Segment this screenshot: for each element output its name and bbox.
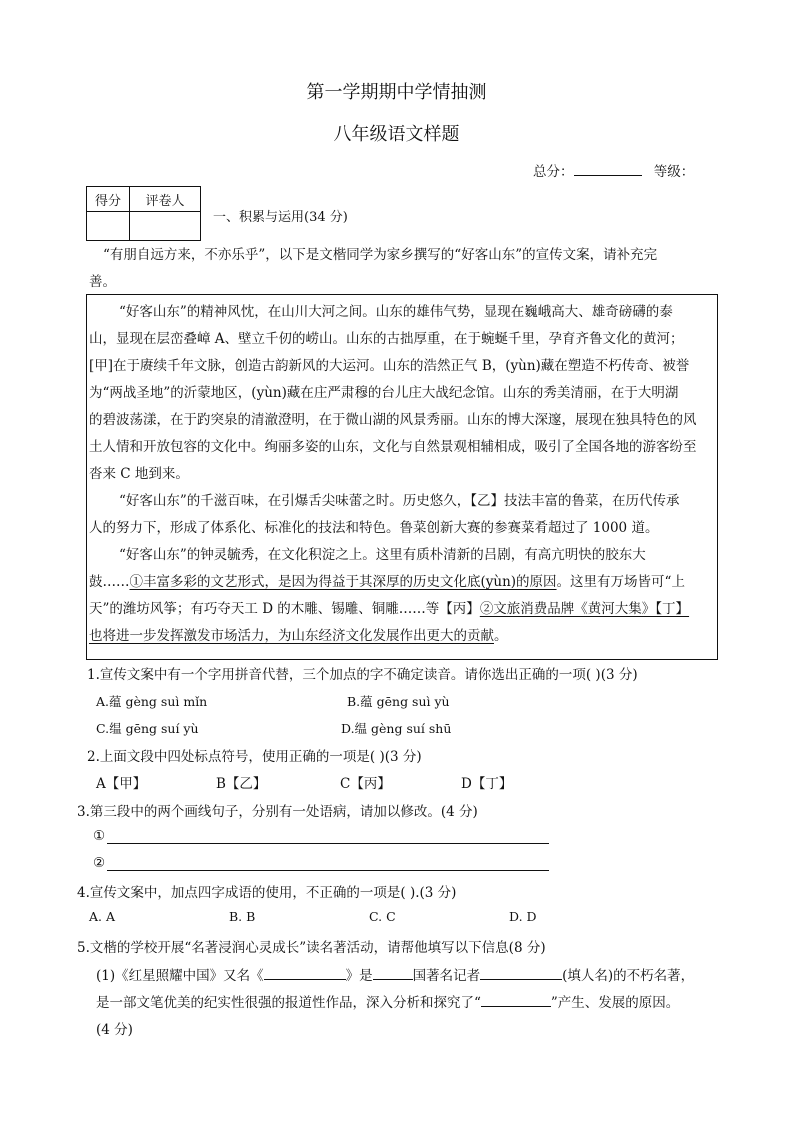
exam-title: 第一学期期中学情抽测 [306,82,487,103]
q1-option-d[interactable]: D.缊 gèng suí shū [341,721,452,736]
total-score-field [533,160,694,180]
question-4: 4.宣传文案中，加点四字成语的使用，不正确的一项是( ).(3 分) [77,885,457,901]
q2-option-a[interactable]: A【甲】 [96,776,147,792]
exam-subtitle: 八年级语文样题 [333,124,460,145]
q2-option-b[interactable]: B【乙】 [216,776,267,792]
passage-box [86,294,718,660]
q5-text: 是一部文笔优美的纪实性很强的报道性作品，深入分析和探究了“ [96,995,481,1011]
passage-line: 为“两战圣地”的沂蒙地区，(yùn)藏在庄严肃穆的台儿庄大战纪念馆。山东的秀美清丽，在于大明湖 [89,385,679,401]
passage-line [89,624,508,644]
q1-option-c[interactable]: C.缊 gēng suí yù [96,721,199,736]
q5-text: (1)《红星照耀中国》又名《 [96,968,264,984]
q5-topic-blank[interactable] [481,992,551,1007]
underlined-sentence-1: ①丰富多彩的文艺形式，是因为得益于其深厚的历史文化底(yùn)的原因 [129,574,557,590]
passage-text: 。 [494,628,508,644]
passage-line: [甲]在于赓续千年文脉，创造古韵新风的大运河。山东的浩然正气 B，(yùn)藏在塑造不朽传奇、被誉 [89,358,690,374]
passage-line [89,597,689,617]
passage-text: 。这里有万场皆可“上 [556,574,685,590]
passage-line: “好客山东”的千滋百味，在引爆舌尖味蕾之时。历史悠久，【乙】技法丰富的鲁菜，在历代传承 [119,493,680,509]
q1-option-b[interactable]: B.蕴 gēng suì yù [347,694,450,709]
intro-line-2: 善。 [89,274,116,290]
q4-option-a[interactable]: A. A [89,909,116,924]
total-score-label: 总分： [533,164,574,180]
q3-answer-line-1[interactable] [107,842,549,844]
q5-1-line-1 [96,964,694,984]
q5-1-points: (4 分) [96,1022,133,1038]
passage-line: 人的努力下，形成了体系化、标准化的技法和特色。鲁菜创新大赛的参赛菜肴超过了 1000 道。 [89,520,659,536]
grade-label: 等级： [653,164,695,180]
q5-author-blank[interactable] [480,965,562,980]
total-score-blank[interactable] [574,161,642,176]
q5-text: 国著名记者 [412,968,481,984]
q5-country-blank[interactable] [373,965,413,980]
q5-text: (填人名)的不朽名著， [562,968,695,984]
underlined-sentence-2-cont: 也将进一步发挥激发市场活力，为山东经济文化发展作出更大的贡献 [89,628,494,644]
grader-header: 评卷人 [130,187,201,212]
score-cell[interactable] [87,212,130,241]
q3-answer-line-2[interactable] [107,869,549,871]
score-box [86,186,201,241]
q3-mark-1: ① [93,828,106,844]
q4-option-d[interactable]: D. D [509,909,537,924]
passage-line: “好客山东”的精神风忱，在山川大河之间。山东的雄伟气势，显现在巍峨高大、雄奇磅礴的泰 [119,304,673,320]
q5-text: ”产生、发展的原因。 [550,995,680,1011]
q4-option-c[interactable]: C. C [369,909,396,924]
q5-text: 》是 [345,968,373,984]
q4-option-b[interactable]: B. B [229,909,256,924]
section-heading: 一、积累与运用(34 分) [213,210,348,225]
grader-cell[interactable] [130,212,201,241]
q3-mark-2: ② [93,855,106,871]
question-5: 5.文楷的学校开展“名著浸润心灵成长”读名著活动，请帮他填写以下信息(8 分) [77,940,546,956]
passage-line: 山，显现在层峦叠嶂 A、壁立千仞的崂山。山东的古拙厚重，在于蜿蜒千里，孕育齐鲁文化的黄河； [89,331,684,347]
question-2: 2.上面文段中四处标点符号，使用正确的一项是( )(3 分) [87,749,422,765]
intro-line-1: “有朋自远方来，不亦乐乎”，以下是文楷同学为家乡撰写的“好客山东”的宣传文案，请补充完 [103,247,658,263]
passage-text: 鼓…… [89,574,130,590]
underlined-sentence-2: ②文旅消费品牌《黄河大集》【丁】 [479,601,690,617]
q2-option-d[interactable]: D【丁】 [461,776,513,792]
passage-line: 的碧波荡漾，在于趵突泉的清澈澄明，在于微山湖的风景秀丽。山东的博大深邃，展现在独具特色的风 [89,412,697,428]
score-header: 得分 [87,187,130,212]
passage-text: 天”的潍坊风筝；有巧夺天工 D 的木雕、锡雕、铜雕……等【丙】 [89,601,480,617]
passage-line: 沓来 C 地到来。 [89,466,189,482]
passage-line: “好客山东”的钟灵毓秀，在文化积淀之上。这里有质朴清新的吕剧，有高亢明快的胶东大 [119,547,646,563]
question-3: 3.第三段中的两个画线句子，分别有一处语病，请加以修改。(4 分) [77,804,478,820]
question-1: 1.宣传文案中有一个字用拼音代替，三个加点的字不确定读音。请你选出正确的一项( )(3 分) [87,667,638,683]
passage-line: 土人情和开放包容的文化中。绚丽多姿的山东，文化与自然景观相辅相成，吸引了全国各地的游客纷至 [89,439,697,455]
q2-option-c[interactable]: C【丙】 [340,776,391,792]
q5-alt-title-blank[interactable] [264,965,346,980]
q1-option-a[interactable]: A.蕴 gèng suì mǐn [96,694,208,709]
q5-1-line-2 [96,991,679,1011]
passage-line [89,570,685,590]
